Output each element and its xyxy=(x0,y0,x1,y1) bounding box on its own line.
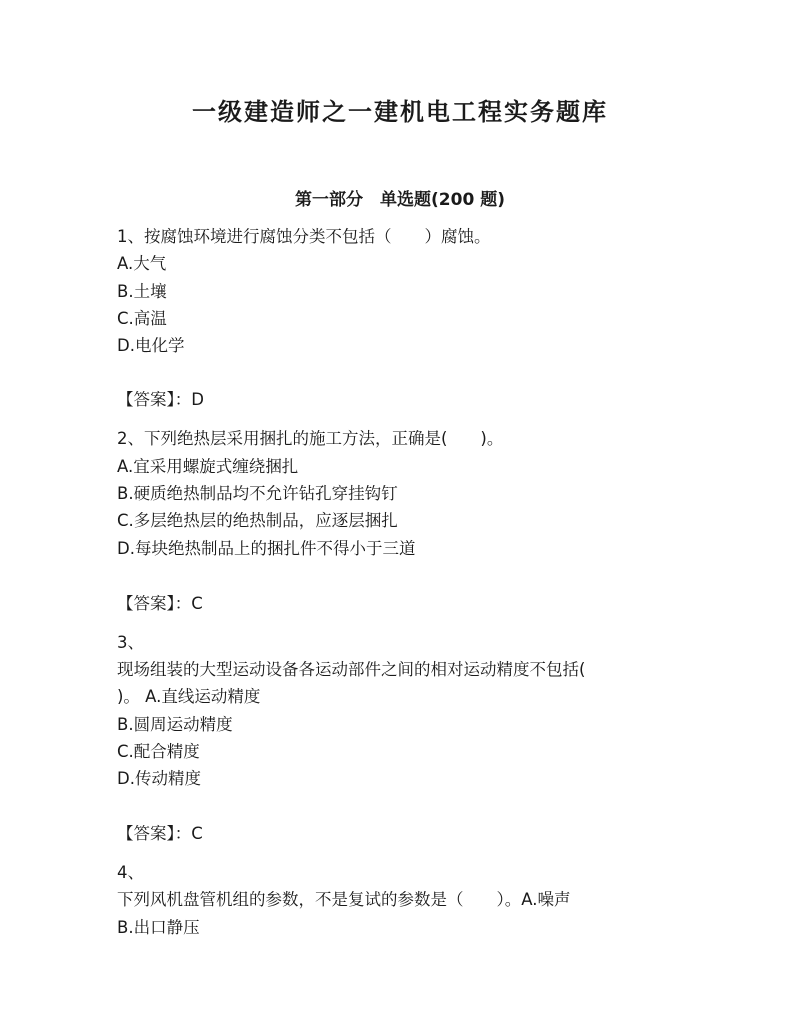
document-title: 一级建造师之一建机电工程实务题库 xyxy=(192,97,608,126)
question-3-stem-line-2: )。 A.直线运动精度 xyxy=(117,687,261,706)
question-2-option-a: A.宜采用螺旋式缠绕捆扎 xyxy=(117,457,299,476)
question-3-stem-line-1: 现场组装的大型运动设备各运动部件之间的相对运动精度不包括( xyxy=(117,660,586,679)
question-4-stem-line-1: 下列风机盘管机组的参数，不是复试的参数是（ ）。A.噪声 xyxy=(117,890,571,909)
question-2-option-b: B.硬质绝热制品均不允许钻孔穿挂钩钉 xyxy=(117,484,398,503)
question-3-number: 3、 xyxy=(117,633,144,652)
question-1-option-b: B.土壤 xyxy=(117,282,167,301)
question-1-answer: 【答案】：D xyxy=(117,390,204,409)
question-2-stem: 2、下列绝热层采用捆扎的施工方法，正确是( )。 xyxy=(117,429,504,448)
question-2-option-c: C.多层绝热层的绝热制品，应逐层捆扎 xyxy=(117,511,398,530)
question-2-option-d: D.每块绝热制品上的捆扎件不得小于三道 xyxy=(117,539,416,558)
question-3-option-d: D.传动精度 xyxy=(117,769,201,788)
question-4-number: 4、 xyxy=(117,863,144,882)
question-3-option-c: C.配合精度 xyxy=(117,742,200,761)
question-1-option-d: D.电化学 xyxy=(117,336,185,355)
question-3-answer: 【答案】：C xyxy=(117,824,203,843)
section-title: 第一部分 单选题(200 题) xyxy=(295,190,505,210)
question-2-answer: 【答案】：C xyxy=(117,594,203,613)
question-3-option-b: B.圆周运动精度 xyxy=(117,715,233,734)
question-1-option-a: A.大气 xyxy=(117,254,167,273)
question-4-option-b: B.出口静压 xyxy=(117,918,200,937)
question-1-option-c: C.高温 xyxy=(117,309,167,328)
question-1-stem: 1、按腐蚀环境进行腐蚀分类不包括（ ）腐蚀。 xyxy=(117,227,491,246)
